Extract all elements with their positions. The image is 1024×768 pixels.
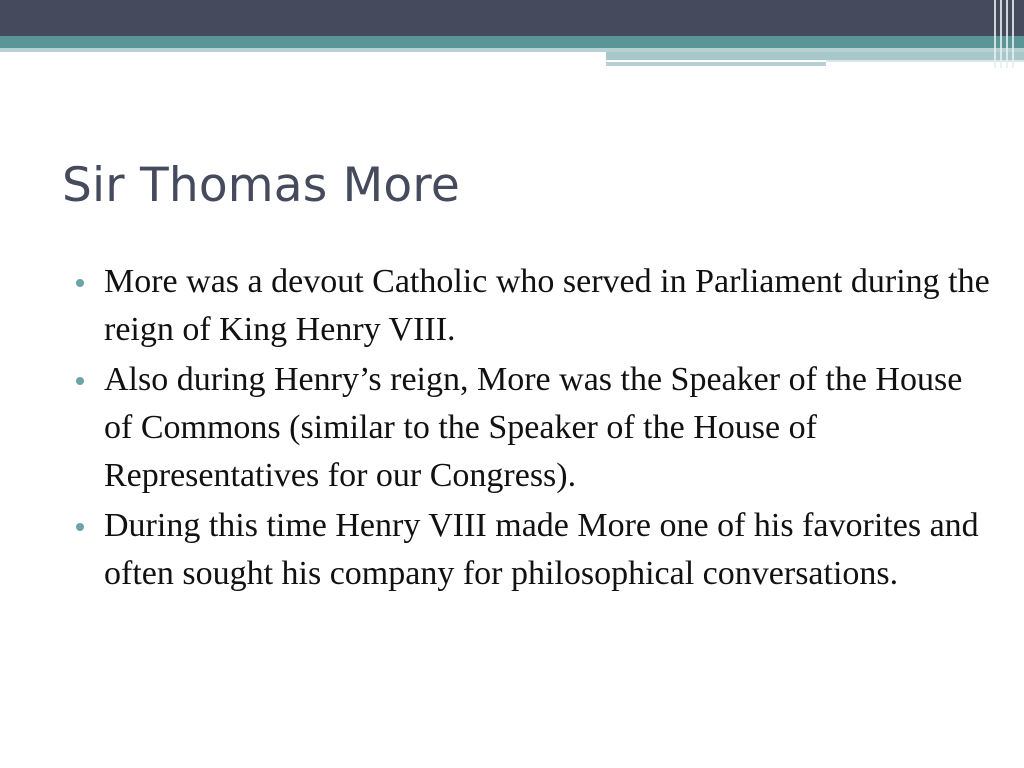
header-teal-band	[0, 36, 1024, 48]
header-accent-stripe	[606, 62, 826, 66]
bullet-dot-icon	[76, 279, 84, 287]
bullet-item	[72, 356, 992, 500]
bullet-dot-icon	[76, 377, 84, 385]
bullet-item	[72, 502, 992, 598]
corner-line-decoration	[990, 0, 1024, 68]
bullet-item	[72, 258, 992, 354]
header-decoration	[0, 0, 1024, 80]
slide-title: Sir Thomas More	[62, 158, 460, 213]
bullet-text: Also during Henry’s reign, More was the Speaker of the House of Commons (similar to the Speaker of the House of Representatives for our Congress).	[104, 361, 963, 494]
header-accent-stripe	[606, 52, 1024, 60]
bullet-list	[72, 258, 992, 600]
header-dark-band	[0, 0, 1024, 36]
bullet-text: More was a devout Catholic who served in Parliament during the reign of King Henry VIII.	[104, 263, 990, 348]
bullet-dot-icon	[76, 523, 84, 531]
bullet-text: During this time Henry VIII made More one of his favorites and often sought his company for philosophical conversations.	[104, 507, 979, 592]
